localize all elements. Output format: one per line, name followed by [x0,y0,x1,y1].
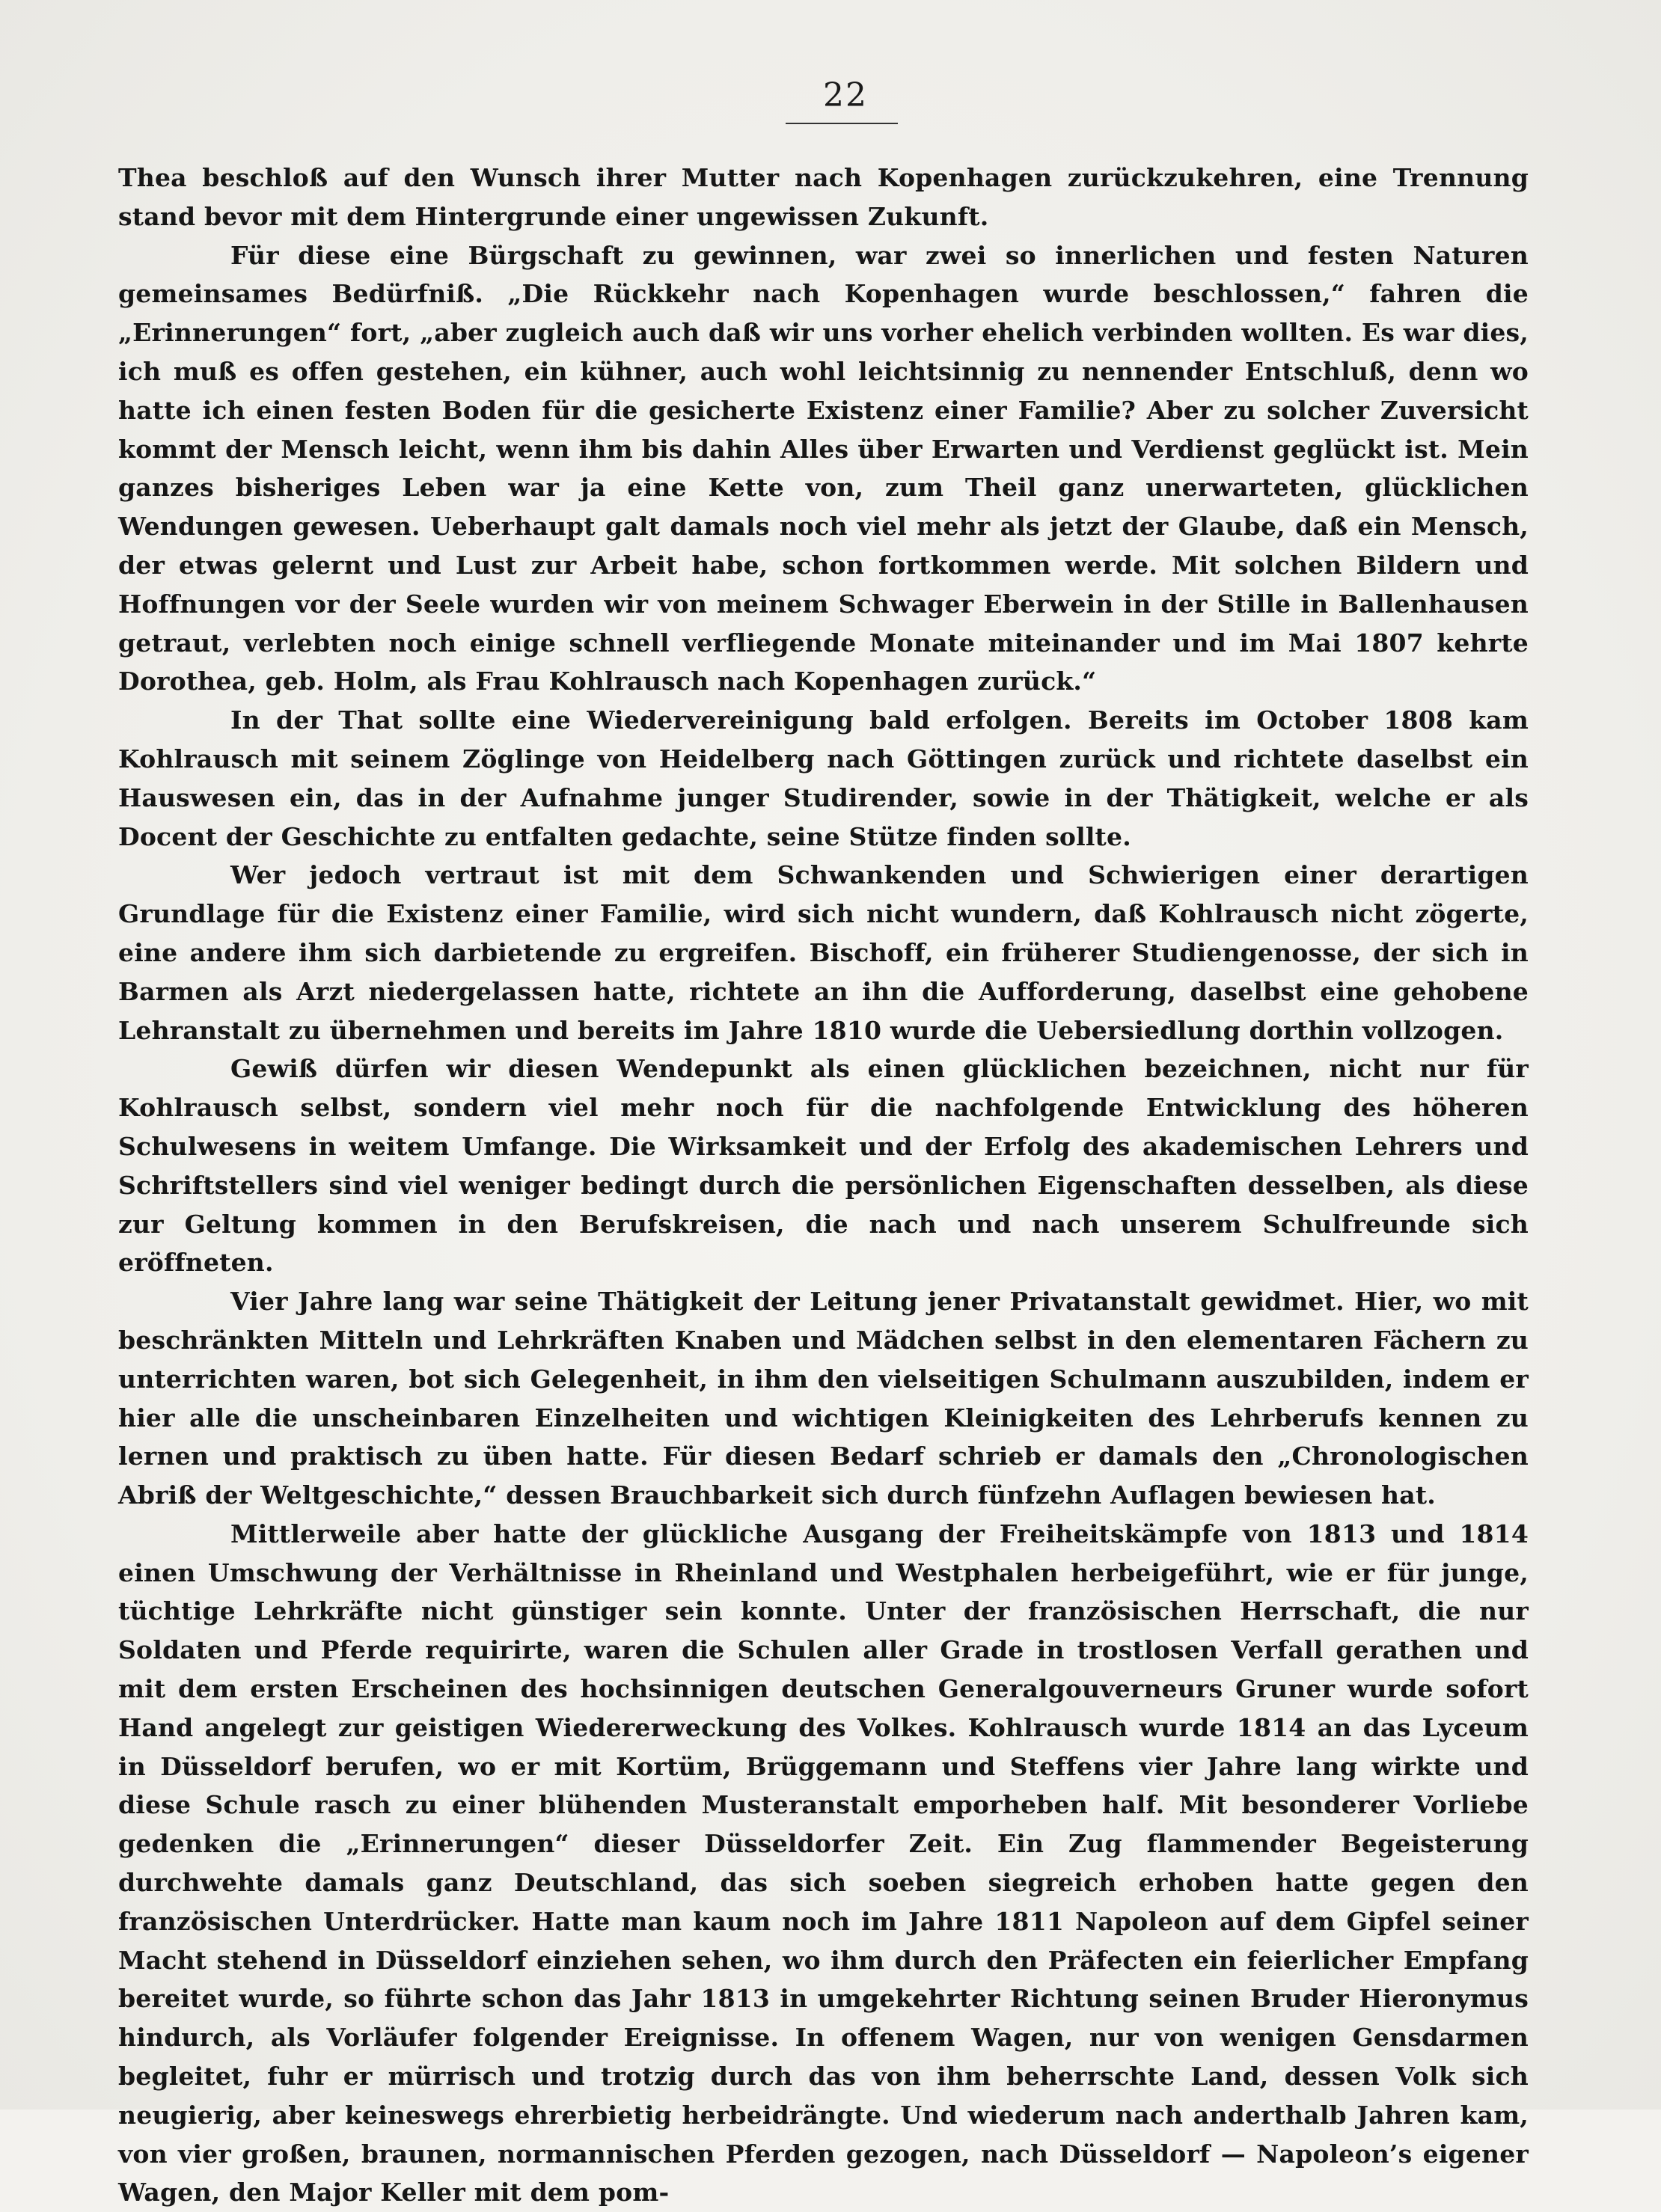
body-text [118,159,1529,2212]
paragraph-2: Für diese eine Bürgschaft zu gewinnen, war zwei so innerlichen und festen Naturen gemeinsames Bedürfniß. „Die Rückkehr nach Kopenhagen wurde beschlossen,“ fahren die „Erinnerungen“ fort, „aber zugleich auch daß wir uns vorher ehelich verbinden wollten. Es war dies, ich muß es offen gestehen, ein kühner, auch wohl leichtsinnig zu nennender Entschluß, denn wo hatte ich einen festen Boden für die gesicherte Existenz einer Familie? Aber zu solcher Zuversicht kommt der Mensch leicht, wenn ihm bis dahin Alles über Erwarten und Verdienst geglückt ist. Mein ganzes bisheriges Leben war ja eine Kette von, zum Theil ganz unerwarteten, glücklichen Wendungen gewesen. Ueberhaupt galt damals noch viel mehr als jetzt der Glaube, daß ein Mensch, der etwas gelernt und Lust zur Arbeit habe, schon fortkommen werde. Mit solchen Bildern und Hoffnungen vor der Seele wurden wir von meinem Schwager Eberwein in der Stille in Ballenhausen getraut, verlebten noch einige schnell verfliegende Monate miteinander und im Mai 1807 kehrte Dorothea, geb. Holm, als Frau Kohlrausch nach Kopenhagen zurück.“ [118,240,1529,696]
paragraph-6: Vier Jahre lang war seine Thätigkeit der Leitung jener Privatanstalt gewidmet. Hier, wo mit beschränkten Mitteln und Lehrkräften Knaben und Mädchen selbst in den elementaren Fächern zu unterrichten waren, bot sich Gelegenheit, in ihm den vielseitigen Schulmann auszubilden, indem er hier alle die unscheinbaren Einzelheiten und wichtigen Kleinigkeiten des Lehrberufs kennen zu lernen und praktisch zu üben hatte. Für diesen Bedarf schrieb er damals den „Chronologischen Abriß der Weltgeschichte,“ dessen Brauchbarkeit sich durch fünfzehn Auflagen bewiesen hat. [118,1287,1529,1510]
paragraph-4: Wer jedoch vertraut ist mit dem Schwankenden und Schwierigen einer derartigen Grundlage für die Existenz einer Familie, wird sich nicht wundern, daß Kohlrausch nicht zögerte, eine andere ihm sich darbietende zu ergreifen. Bischoff, ein früherer Studiengenosse, der sich in Barmen als Arzt niedergelassen hatte, richtete an ihn die Aufforderung, daselbst eine gehobene Lehranstalt zu übernehmen und bereits im Jahre 1810 wurde die Uebersiedlung dorthin vollzogen. [118,860,1529,1045]
paragraph-7: Mittlerweile aber hatte der glückliche Ausgang der Freiheitskämpfe von 1813 und 1814 einen Umschwung der Verhältnisse in Rheinland und Westphalen herbeigeführt, wie er für junge, tüchtige Lehrkräfte nicht günstiger sein konnte. Unter der französischen Herrschaft, die nur Soldaten und Pferde requirirte, waren die Schulen aller Grade in trostlosen Verfall gerathen und mit dem ersten Erscheinen des hochsinnigen deutschen Generalgouverneurs Gruner wurde sofort Hand angelegt zur geistigen Wiedererweckung des Volkes. Kohlrausch wurde 1814 an das Lyceum in Düsseldorf berufen, wo er mit Kortüm, Brüggemann und Steffens vier Jahre lang wirkte und diese Schule rasch zu einer blühenden Musteranstalt emporheben half. Mit besonderer Vorliebe gedenken die „Erinnerungen“ dieser Düsseldorfer Zeit. Ein Zug flammender Begeisterung durchwehte damals ganz Deutschland, das sich soeben siegreich erhoben hatte gegen den französischen Unterdrücker. Hatte man kaum noch im Jahre 1811 Napoleon auf dem Gipfel seiner Macht stehend in Düsseldorf einziehen sehen, wo ihm durch den Präfecten ein feierlicher Empfang bereitet wurde, so führte schon das Jahr 1813 in umgekehrter Richtung seinen Bruder Hieronymus hindurch, als Vorläufer folgender Ereignisse. In offenem Wagen, nur von wenigen Gensdarmen begleitet, fuhr er mürrisch und trotzig durch das von ihm beherrschte Land, dessen Volk sich neugierig, aber keineswegs ehrerbietig herbeidrängte. Und wiederum nach anderthalb Jahren kam, von vier großen, braunen, normannischen Pferden gezogen, nach Düsseldorf — Napoleon’s eigener Wagen, den Major Keller mit dem pom- [118,1519,1529,2208]
paragraph-5: Gewiß dürfen wir diesen Wendepunkt als einen glücklichen bezeichnen, nicht nur für Kohlrausch selbst, sondern viel mehr noch für die nachfolgende Entwicklung des höheren Schulwesens in weitem Umfange. Die Wirksamkeit und der Erfolg des akademischen Lehrers und Schriftstellers sind viel weniger bedingt durch die persönlichen Eigenschaften desselben, als diese zur Geltung kommen in den Berufskreisen, die nach und nach unserem Schulfreunde sich eröffneten. [118,1054,1529,1278]
paragraph-3: In der That sollte eine Wiedervereinigung bald erfolgen. Bereits im October 1808 kam Kohlrausch mit seinem Zöglinge von Heidelberg nach Göttingen zurück und richtete daselbst ein Hauswesen ein, das in der Aufnahme junger Studirender, sowie in der Thätigkeit, welche er als Docent der Geschichte zu entfalten gedachte, seine Stütze finden sollte. [118,705,1529,851]
paragraph-1: Thea beschloß auf den Wunsch ihrer Mutter nach Kopenhagen zurückzukehren, eine Trennung stand bevor mit dem Hintergrunde einer ungewissen Zukunft. [118,163,1529,231]
header-rule [786,123,898,124]
page-number: 22 [823,76,868,114]
